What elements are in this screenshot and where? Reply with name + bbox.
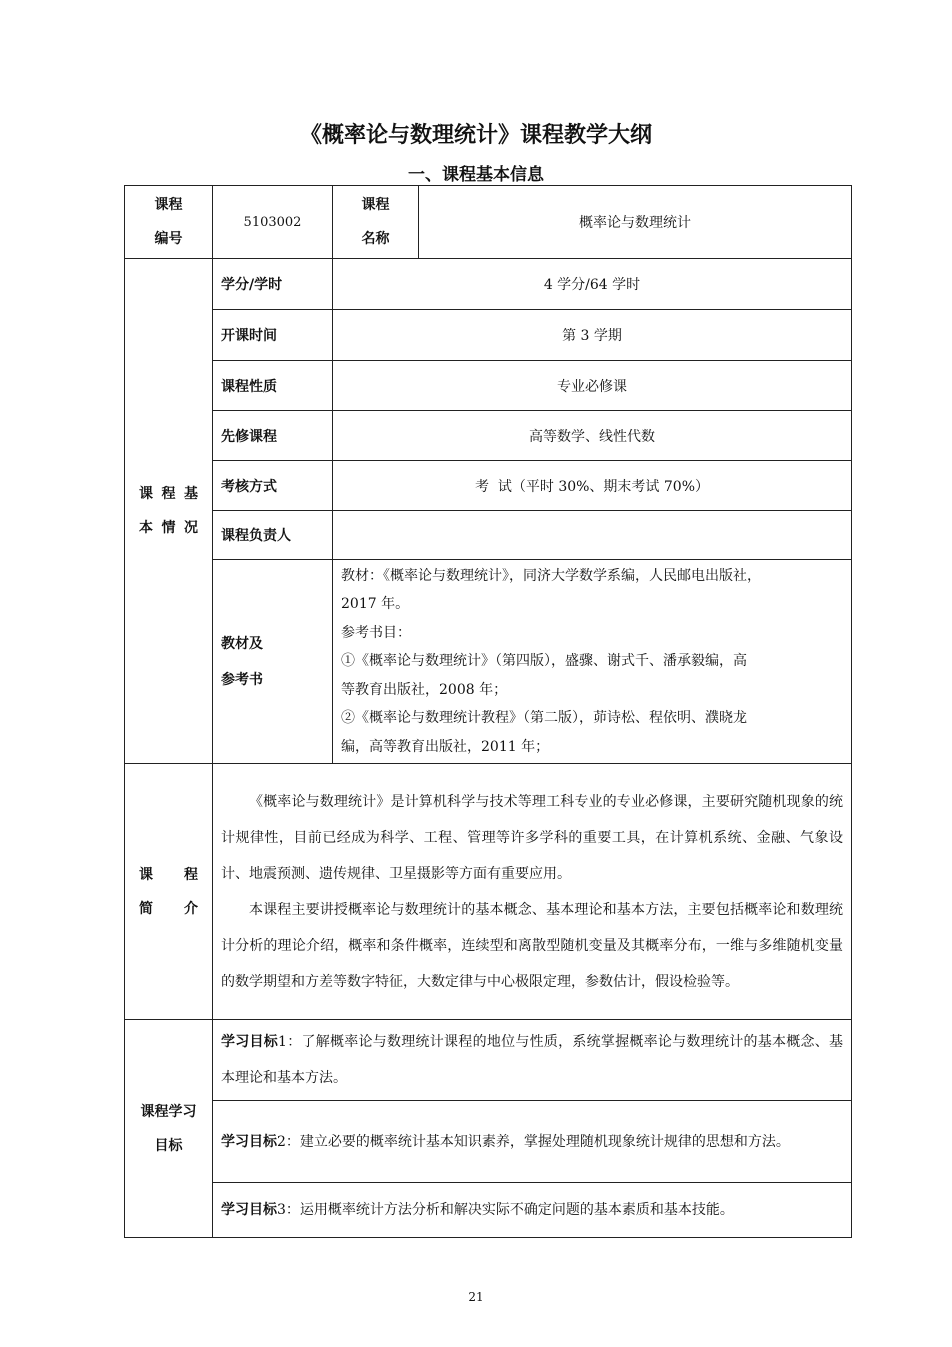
goals-label: 课程学习 目标 bbox=[125, 1020, 213, 1238]
textbook-line: 等教育出版社，2008 年； bbox=[341, 681, 508, 698]
prerequisites-value: 高等数学、线性代数 bbox=[333, 411, 852, 461]
assessment-value: 考 试（平时 30%、期末考试 70%） bbox=[333, 461, 852, 511]
goal-text: 1：了解概率论与数理统计课程的地位与性质，系统掌握概率论与数理统计的基本概念、基本理论和基本方法。 bbox=[221, 1034, 844, 1086]
basic-info-group-label: 课 程 基 本 情 况 bbox=[125, 259, 213, 764]
textbook-line: 编，高等教育出版社，2011 年； bbox=[341, 738, 550, 755]
page-number: 21 bbox=[468, 1290, 484, 1304]
course-name-label: 课程 名称 bbox=[333, 186, 419, 259]
basic-row bbox=[125, 461, 852, 511]
textbook-line: 教材：《概率论与数理统计》，同济大学数学系编，人民邮电出版社， bbox=[341, 567, 761, 584]
course-leader-value bbox=[333, 511, 852, 560]
textbook-label: 教材及 参考书 bbox=[213, 560, 333, 764]
course-header-row bbox=[125, 186, 852, 259]
course-name-value: 概率论与数理统计 bbox=[419, 186, 852, 259]
prerequisites-label: 先修课程 bbox=[213, 411, 333, 461]
textbook-row bbox=[125, 560, 852, 764]
assessment-label: 考核方式 bbox=[213, 461, 333, 511]
course-leader-label: 课程负责人 bbox=[213, 511, 333, 560]
textbook-content bbox=[333, 560, 852, 764]
basic-row bbox=[125, 310, 852, 361]
section-heading: 一、课程基本信息 bbox=[408, 165, 544, 185]
goal-title: 学习目标 bbox=[221, 1133, 277, 1150]
goal-item bbox=[213, 1101, 852, 1183]
basic-row bbox=[125, 411, 852, 461]
course-type-label: 课程性质 bbox=[213, 361, 333, 411]
textbook-line: 参考书目： bbox=[341, 624, 411, 641]
textbook-line: ①《概率论与数理统计》（第四版），盛骤、谢式千、潘承毅编，高 bbox=[341, 653, 747, 670]
intro-paragraph: 《概率论与数理统计》是计算机科学与技术等理工科专业的专业必修课，主要研究随机现象的统计规律性，目前已经成为科学、工程、管理等许多学科的重要工具，在计算机系统、金融、气象设计、地震预测、遗传规律、卫星摄影等方面有重要应用。 bbox=[221, 793, 843, 882]
intro-label: 课 程 简 介 bbox=[125, 764, 213, 1020]
goal-item bbox=[213, 1183, 852, 1238]
intro-paragraph: 本课程主要讲授概率论与数理统计的基本概念、基本理论和基本方法，主要包括概率论和数理统计分析的理论介绍，概率和条件概率，连续型和离散型随机变量及其概率分布，一维与多维随机变量的数学期望和方差等数字特征，大数定律与中心极限定理，参数估计，假设检验等。 bbox=[221, 901, 843, 990]
basic-row bbox=[125, 361, 852, 411]
goal-text: 2：建立必要的概率统计基本知识素养，掌握处理随机现象统计规律的思想和方法。 bbox=[277, 1133, 790, 1150]
course-type-value: 专业必修课 bbox=[333, 361, 852, 411]
credits-label: 学分/学时 bbox=[213, 259, 333, 310]
semester-label: 开课时间 bbox=[213, 310, 333, 361]
textbook-line: 2017 年。 bbox=[341, 596, 410, 613]
course-code-value: 5103002 bbox=[213, 186, 333, 259]
intro-content bbox=[213, 764, 852, 1020]
basic-row bbox=[125, 259, 852, 310]
goal-row bbox=[125, 1020, 852, 1101]
credits-value: 4 学分/64 学时 bbox=[333, 259, 852, 310]
goal-title: 学习目标 bbox=[221, 1202, 277, 1218]
course-info-table bbox=[124, 185, 852, 1238]
intro-row bbox=[125, 764, 852, 1020]
goal-title: 学习目标 bbox=[221, 1034, 279, 1050]
textbook-line: ②《概率论与数理统计教程》（第二版），茆诗松、程依明、濮晓龙 bbox=[341, 710, 747, 727]
semester-value: 第 3 学期 bbox=[333, 310, 852, 361]
goal-row bbox=[125, 1101, 852, 1183]
document-title: 《概率论与数理统计》课程教学大纲 bbox=[299, 123, 652, 148]
basic-row bbox=[125, 511, 852, 560]
goal-item bbox=[213, 1020, 852, 1101]
course-code-label: 课程 编号 bbox=[125, 186, 213, 259]
goal-row bbox=[125, 1183, 852, 1238]
goal-text: 3：运用概率统计方法分析和解决实际不确定问题的基本素质和基本技能。 bbox=[277, 1202, 734, 1218]
